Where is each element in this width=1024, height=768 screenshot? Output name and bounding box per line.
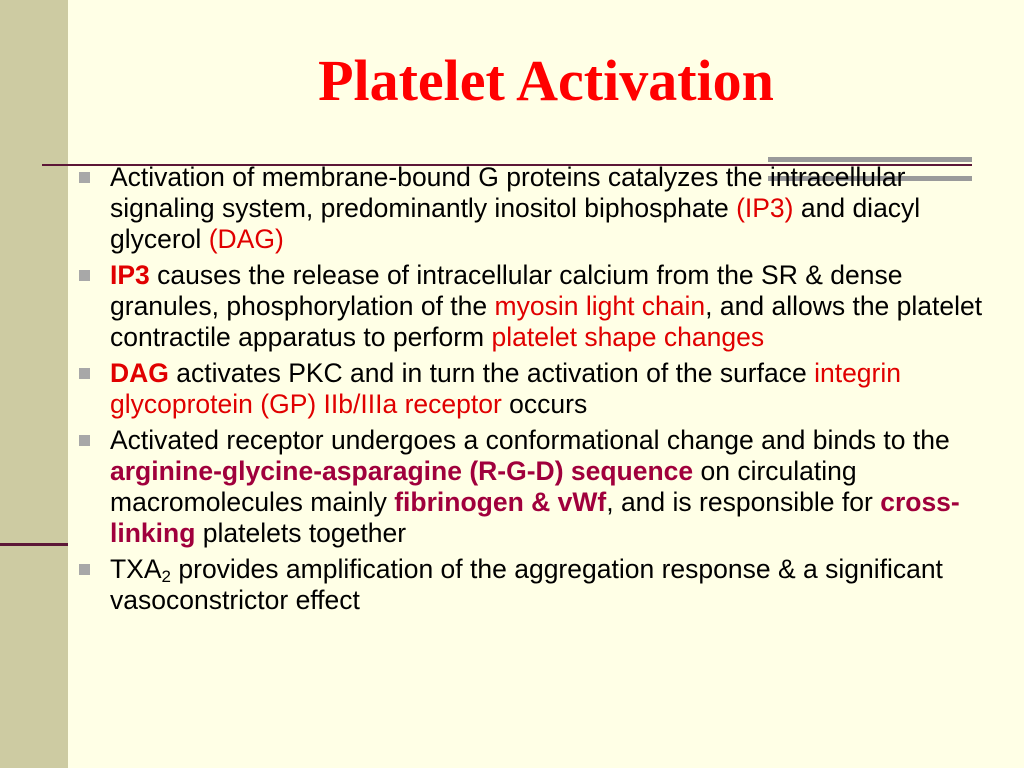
bullet-item [72,554,1017,616]
bullet-highlight: (IP3) [736,193,794,223]
bullet-highlight: integrin glycoprotein (GP) IIb/IIIa receptor [110,358,901,419]
bullet-highlight: (DAG) [208,224,284,254]
bullet-item [72,425,1017,549]
bullet-item [72,162,1017,255]
bullet-term: fibrinogen & vWf [394,487,607,517]
bullet-item [72,260,1017,353]
bullet-term: cross-linking [110,487,960,548]
bullet-text: , and is responsible for [606,487,881,517]
bullet-text: and diacyl glycerol [110,193,921,254]
bullet-text: occurs [501,389,588,419]
bullet-text: causes the release of intracellular calcium from the SR & dense granules, phosphorylation of the [110,260,903,321]
bullet-text: Activation of membrane-bound G proteins catalyzes the intracellular signaling system, predominantly inositol biphosphate [110,162,906,223]
subscript: 2 [161,567,172,586]
bullet-text: TXA [110,554,162,584]
bullet-text: activates PKC and in turn the activation of the surface [168,358,815,388]
square-bullet-icon [79,564,90,575]
left-decorative-bar [0,0,68,768]
bullet-text: , and allows the platelet contractile apparatus to perform [110,291,983,352]
square-bullet-icon [79,435,90,446]
bullet-term: DAG [110,358,169,388]
slide-title: Platelet Activation [318,48,774,113]
bullet-term: arginine-glycine-asparagine (R-G-D) sequence [110,456,694,486]
left-accent-line [0,543,68,546]
bullet-highlight: myosin light chain [494,291,706,321]
bullet-text: provides amplification of the aggregation response & a significant vasoconstrictor effect [110,554,943,615]
bullet-text: Activated receptor undergoes a conformational change and binds to the [110,425,950,455]
bullet-text: platelets together [195,518,407,548]
square-bullet-icon [79,368,90,379]
square-bullet-icon [79,172,90,183]
bullet-highlight: platelet shape changes [491,322,765,352]
bullet-list [72,162,1017,621]
bullet-text: on circulating macromolecules mainly [110,456,857,517]
square-bullet-icon [79,270,90,281]
bullet-item [72,358,1017,420]
bullet-term: IP3 [110,260,150,290]
